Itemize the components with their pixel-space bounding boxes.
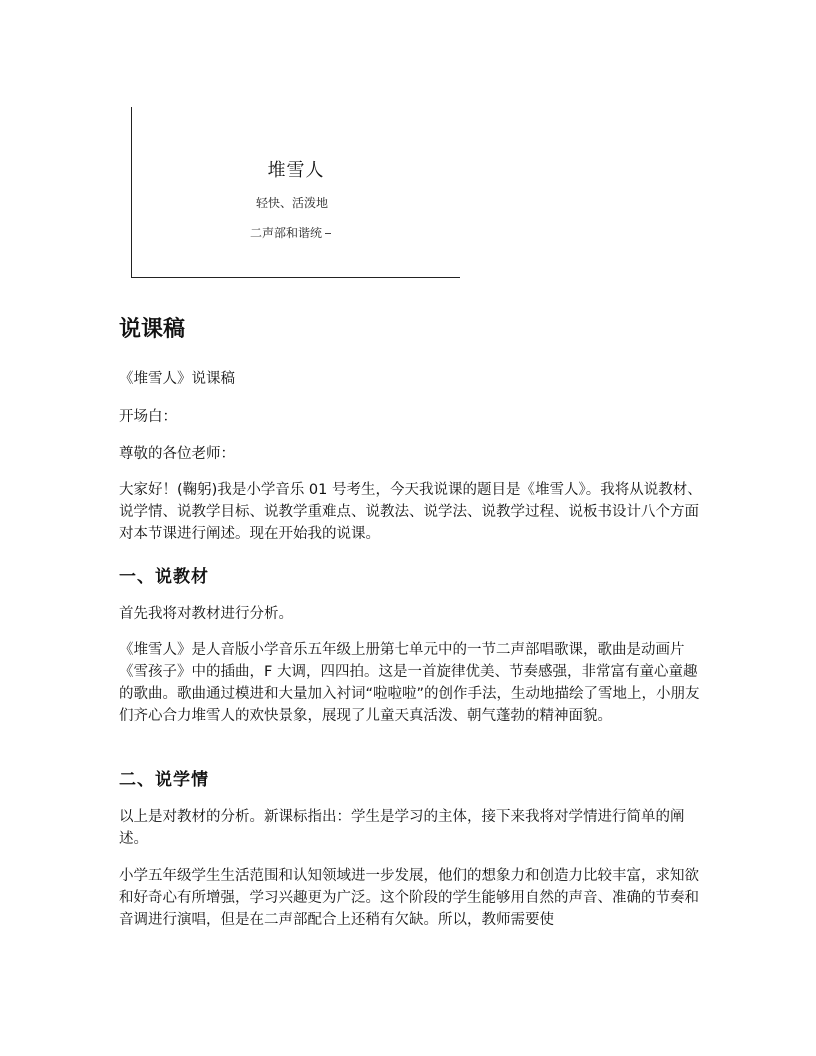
paragraph-lesson-title: 《堆雪人》说课稿 xyxy=(119,371,235,387)
blackboard-design-figure xyxy=(131,107,460,278)
board-line-harmony: 二声部和谐统 xyxy=(250,224,331,241)
paragraph-greeting: 尊敬的各位老师： xyxy=(119,446,235,462)
paragraph-students-analysis: 小学五年级学生生活范围和认知领域进一步发展，他们的想象力和创造力比较丰富，求知欲和好奇心有所增强，学习兴趣更为广泛。这个阶段的学生能够用自然的声音、准确的节奏和音调进行演唱，但是在二声部配合上还稍有欠缺。所以，教师需要使 xyxy=(119,868,699,928)
board-line-mood: 轻快、活泼地 xyxy=(256,196,329,210)
document-title: 说课稿 xyxy=(119,317,186,342)
paragraph-students-intro: 以上是对教材的分析。新课标指出：学生是学习的主体，接下来我将对学情进行简单的阐述。 xyxy=(119,809,685,847)
paragraph-textbook-analysis: 《堆雪人》是人音版小学音乐五年级上册第七单元中的一节二声部唱歌课，歌曲是动画片《雪孩子》中的插曲，F 大调，四四拍。这是一首旋律优美、节奏感强，非常富有童心童趣的歌曲。歌曲通过模进和大量加入衬词“啦啦啦”的创作手法，生动地描绘了雪地上，小朋友们齐心合力堆雪人的欢快景象，展现了儿童天真活泼、朝气蓬勃的精神面貌。 xyxy=(119,642,700,724)
section-heading-students: 二、说学情 xyxy=(119,770,209,790)
paragraph-textbook-intro: 首先我将对教材进行分析。 xyxy=(119,606,293,622)
section-heading-textbook: 一、说教材 xyxy=(119,567,209,587)
paragraph-introduction: 大家好！(鞠躬)我是小学音乐 01 号考生，今天我说课的题目是《堆雪人》。我将从说教材、说学情、说教学目标、说教学重难点、说教法、说学法、说教学过程、说板书设计八个方面对本节课进行阐述。现在开始我的说课。 xyxy=(119,482,702,542)
board-title: 堆雪人 xyxy=(267,160,325,181)
paragraph-opening: 开场白： xyxy=(119,409,177,425)
